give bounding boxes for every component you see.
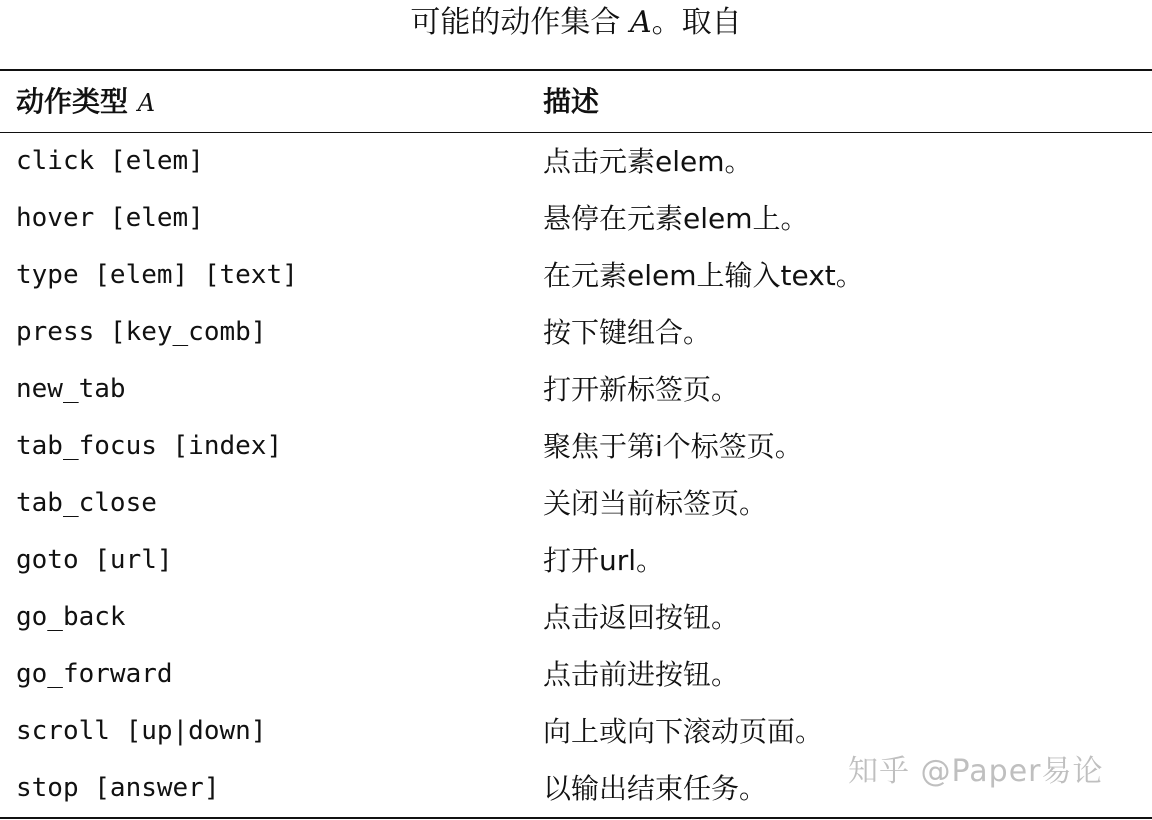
action-command: tab_close (16, 488, 157, 518)
action-command: new_tab (16, 374, 126, 404)
table-row (0, 589, 1152, 646)
header-description: 描述 (543, 85, 600, 118)
header-action-type-math: A (137, 89, 156, 117)
table-row (0, 304, 1152, 361)
action-description: 向上或向下滚动页面。 (543, 715, 824, 748)
action-description: 关闭当前标签页。 (543, 487, 768, 520)
table-row (0, 361, 1152, 418)
table-row (0, 133, 1152, 190)
action-description: 在元素elem上输入text。 (543, 259, 864, 292)
action-command: stop [answer] (16, 773, 220, 803)
action-description: 点击元素elem。 (543, 145, 753, 178)
action-command: click [elem] (16, 146, 204, 176)
caption-math-symbol: A (629, 5, 652, 40)
action-description: 以输出结束任务。 (543, 772, 768, 805)
action-command: tab_focus [index] (16, 431, 283, 461)
action-command: goto [url] (16, 545, 173, 575)
action-description: 打开新标签页。 (543, 373, 740, 406)
table-row (0, 532, 1152, 589)
table-row (0, 190, 1152, 247)
table-row (0, 646, 1152, 703)
action-command: go_forward (16, 659, 173, 689)
action-description: 聚焦于第i个标签页。 (543, 430, 803, 463)
header-action-type-label: 动作类型 (16, 85, 138, 118)
action-description: 悬停在元素elem上。 (543, 202, 809, 235)
table-caption (0, 0, 1152, 48)
action-command: press [key_comb] (16, 317, 267, 347)
table-header-row (0, 71, 1152, 132)
action-command: type [elem] [text] (16, 260, 298, 290)
table-body (0, 133, 1152, 817)
action-command: go_back (16, 602, 126, 632)
action-description: 打开url。 (543, 544, 665, 577)
table-row (0, 475, 1152, 532)
zhihu-watermark: 知乎 @Paper易论 (848, 754, 1104, 789)
caption-text-before: 可能的动作集合 (410, 5, 630, 40)
header-action-type (16, 71, 155, 132)
action-description: 按下键组合。 (543, 316, 712, 349)
action-description: 点击前进按钮。 (543, 658, 740, 691)
action-command: scroll [up|down] (16, 716, 267, 746)
action-command: hover [elem] (16, 203, 204, 233)
table-row (0, 247, 1152, 304)
caption-text-after: 。取自 (651, 5, 742, 40)
action-description: 点击返回按钮。 (543, 601, 740, 634)
table-bottom-rule (0, 817, 1152, 819)
table-row (0, 418, 1152, 475)
